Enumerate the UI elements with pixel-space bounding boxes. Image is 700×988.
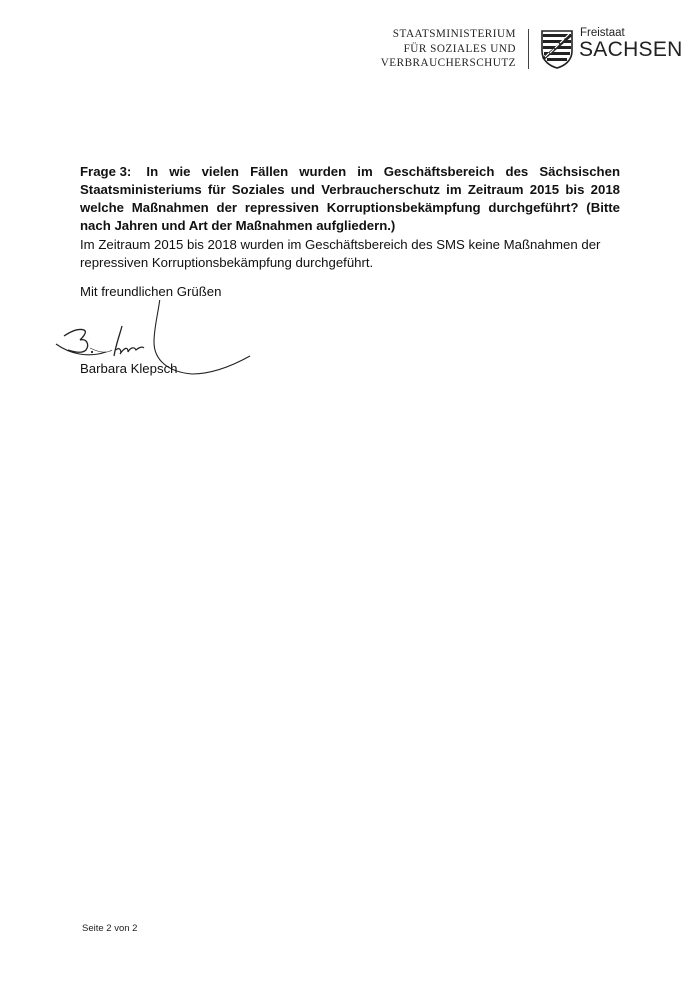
ministry-line-3: VERBRAUCHERSCHUTZ bbox=[380, 57, 516, 69]
signer-name: Barbara Klepsch bbox=[80, 361, 178, 376]
question-text: In wie vielen Fällen wurden im Geschäftsbereich des Sächsischen Staatsministeriums für Soziales und Verbraucherschutz im Zeitraum 2015 bis 2018 welche Maßnahmen der repressiven Korruptionsbekämpfung durchgeführt? (Bitte nach Jahren und Art der Maßnahmen aufgliedern.) bbox=[80, 164, 621, 233]
ministry-line-1: STAATSMINISTERIUM bbox=[392, 28, 516, 40]
saxony-coat-of-arms-icon bbox=[540, 29, 574, 69]
closing-salutation: Mit freundlichen Grüßen bbox=[80, 284, 222, 299]
letterhead bbox=[0, 27, 700, 77]
answer-paragraph: Im Zeitraum 2015 bis 2018 wurden im Geschäftsbereich des SMS keine Maßnahmen der repressiven Korruptionsbekämpfung durchgeführt. bbox=[80, 237, 601, 270]
ministry-line-2: FÜR SOZIALES UND bbox=[403, 42, 516, 55]
ministry-name bbox=[381, 27, 516, 71]
state-name: SACHSEN bbox=[579, 38, 683, 61]
page-number: Seite 2 von 2 bbox=[82, 923, 138, 934]
question-label: Frage 3: bbox=[80, 164, 132, 179]
letterhead-divider bbox=[528, 29, 529, 69]
state-label: Freistaat bbox=[580, 27, 625, 39]
question-paragraph bbox=[80, 163, 620, 235]
